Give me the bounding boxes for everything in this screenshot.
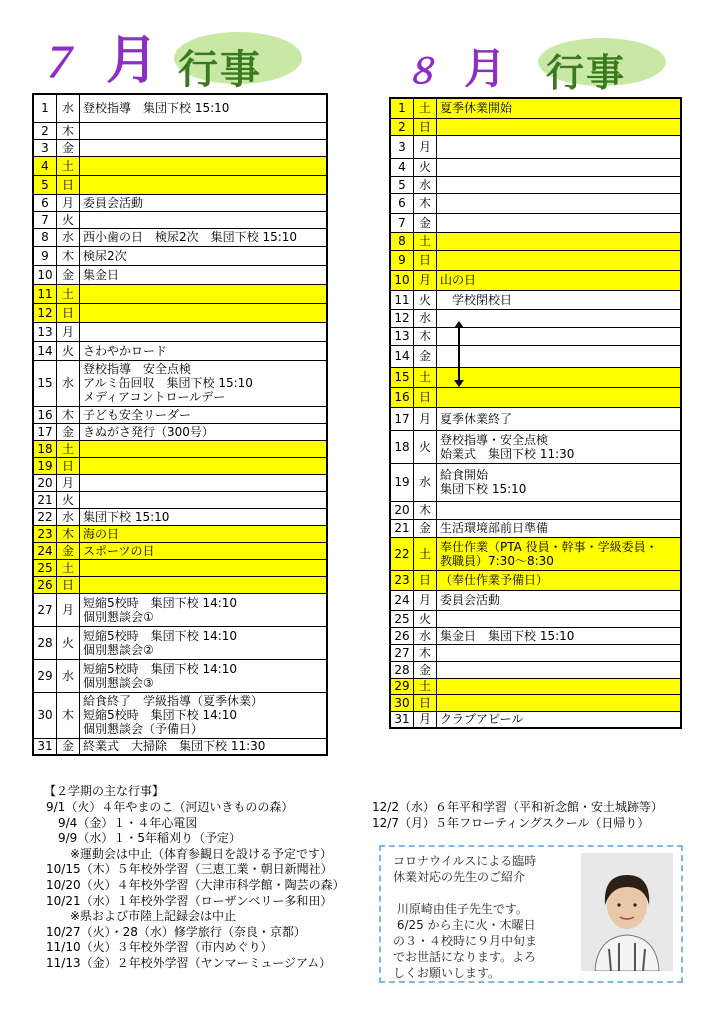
weekday: 土 bbox=[57, 284, 80, 303]
day-number: 28 bbox=[390, 661, 414, 678]
event-text bbox=[80, 284, 328, 303]
weekday: 火 bbox=[414, 430, 437, 463]
table-row bbox=[390, 537, 681, 570]
table-row bbox=[390, 694, 681, 711]
day-number: 6 bbox=[33, 194, 57, 211]
event-text: クラブアピール bbox=[437, 711, 682, 728]
event-text: 短縮5校時 集団下校 14:10 個別懇談会② bbox=[80, 626, 328, 659]
event-text bbox=[437, 135, 682, 158]
day-number: 18 bbox=[33, 440, 57, 457]
event-text bbox=[80, 211, 328, 228]
day-number: 1 bbox=[33, 94, 57, 122]
weekday: 水 bbox=[414, 176, 437, 193]
day-number: 24 bbox=[33, 542, 57, 559]
weekday: 木 bbox=[57, 525, 80, 542]
weekday: 日 bbox=[57, 303, 80, 322]
weekday: 金 bbox=[414, 661, 437, 678]
table-row bbox=[390, 590, 681, 610]
event-text bbox=[80, 576, 328, 593]
event-text: 委員会活動 bbox=[437, 590, 682, 610]
day-number: 14 bbox=[33, 341, 57, 360]
event-text bbox=[437, 367, 682, 387]
day-number: 3 bbox=[33, 139, 57, 156]
event-text bbox=[80, 303, 328, 322]
day-number: 12 bbox=[33, 303, 57, 322]
table-row bbox=[33, 440, 327, 457]
event-text: 山の日 bbox=[437, 270, 682, 290]
table-row bbox=[390, 627, 681, 644]
event-text: 夏季休業開始 bbox=[437, 98, 682, 118]
event-text: きぬがさ発行（300号） bbox=[80, 423, 328, 440]
table-row bbox=[33, 474, 327, 491]
weekday: 月 bbox=[414, 711, 437, 728]
table-row bbox=[390, 661, 681, 678]
table-row bbox=[33, 659, 327, 692]
teacher-intro-text: コロナウイルスによる臨時 休業対応の先生のご紹介 川原崎由佳子先生です。 6/25 から主に火・木曜日 の３・４校時に９月中旬ま でお世話になります。よろ しくお願いします。 bbox=[393, 854, 538, 980]
weekday: 月 bbox=[414, 407, 437, 430]
table-row bbox=[33, 508, 327, 525]
table-row bbox=[390, 463, 681, 501]
day-number: 27 bbox=[33, 593, 57, 626]
event-text bbox=[80, 322, 328, 341]
event-text: （奉仕作業予備日） bbox=[437, 570, 682, 590]
event-text bbox=[437, 387, 682, 407]
day-number: 14 bbox=[390, 345, 414, 367]
table-row bbox=[33, 738, 327, 755]
event-text: 子ども安全リーダー bbox=[80, 406, 328, 423]
event-text bbox=[437, 232, 682, 250]
july-calendar-table bbox=[32, 93, 328, 756]
weekday: 水 bbox=[414, 309, 437, 327]
weekday: 土 bbox=[414, 537, 437, 570]
table-row bbox=[33, 576, 327, 593]
table-row bbox=[390, 193, 681, 213]
day-number: 19 bbox=[33, 457, 57, 474]
day-number: 21 bbox=[33, 491, 57, 508]
day-number: 11 bbox=[33, 284, 57, 303]
july-gyoji-text: 行事 bbox=[178, 47, 262, 93]
weekday: 水 bbox=[57, 659, 80, 692]
weekday: 木 bbox=[414, 327, 437, 345]
weekday: 火 bbox=[57, 491, 80, 508]
event-text: 学校閉校日 bbox=[437, 290, 682, 309]
weekday: 日 bbox=[57, 576, 80, 593]
day-number: 16 bbox=[33, 406, 57, 423]
weekday: 水 bbox=[414, 627, 437, 644]
day-number: 10 bbox=[390, 270, 414, 290]
weekday: 木 bbox=[414, 193, 437, 213]
table-row bbox=[33, 525, 327, 542]
weekday: 木 bbox=[57, 246, 80, 265]
event-text: 海の日 bbox=[80, 525, 328, 542]
event-text bbox=[437, 678, 682, 694]
weekday: 土 bbox=[414, 232, 437, 250]
table-row bbox=[390, 309, 681, 327]
weekday: 水 bbox=[57, 94, 80, 122]
event-text bbox=[80, 156, 328, 175]
event-text bbox=[80, 122, 328, 139]
july-number: ７ bbox=[36, 41, 76, 87]
table-row bbox=[33, 246, 327, 265]
table-row bbox=[33, 322, 327, 341]
second-term-title: 【２学期の主な行事】 bbox=[44, 784, 165, 798]
day-number: 26 bbox=[33, 576, 57, 593]
table-row bbox=[390, 430, 681, 463]
weekday: 月 bbox=[57, 474, 80, 491]
event-text: スポーツの日 bbox=[80, 542, 328, 559]
weekday: 月 bbox=[414, 270, 437, 290]
event-text bbox=[437, 158, 682, 176]
table-row bbox=[390, 250, 681, 270]
weekday: 日 bbox=[414, 387, 437, 407]
teacher-photo bbox=[581, 853, 673, 971]
weekday: 金 bbox=[414, 213, 437, 232]
table-row bbox=[33, 559, 327, 576]
weekday: 月 bbox=[57, 593, 80, 626]
event-text bbox=[80, 440, 328, 457]
day-number: 25 bbox=[33, 559, 57, 576]
table-row bbox=[33, 139, 327, 156]
day-number: 29 bbox=[33, 659, 57, 692]
event-text bbox=[437, 118, 682, 135]
table-row bbox=[33, 491, 327, 508]
weekday: 日 bbox=[414, 118, 437, 135]
table-row bbox=[33, 303, 327, 322]
table-row bbox=[390, 135, 681, 158]
table-row bbox=[33, 406, 327, 423]
day-number: 29 bbox=[390, 678, 414, 694]
table-row bbox=[33, 175, 327, 194]
weekday: 土 bbox=[57, 559, 80, 576]
day-number: 31 bbox=[390, 711, 414, 728]
event-text bbox=[80, 491, 328, 508]
table-row bbox=[33, 423, 327, 440]
weekday: 日 bbox=[414, 694, 437, 711]
day-number: 17 bbox=[390, 407, 414, 430]
day-number: 30 bbox=[33, 692, 57, 738]
event-text bbox=[80, 175, 328, 194]
table-row bbox=[390, 610, 681, 627]
day-number: 22 bbox=[390, 537, 414, 570]
weekday: 水 bbox=[57, 508, 80, 525]
day-number: 8 bbox=[33, 228, 57, 246]
day-number: 4 bbox=[390, 158, 414, 176]
day-number: 13 bbox=[33, 322, 57, 341]
day-number: 12 bbox=[390, 309, 414, 327]
event-text: 終業式 大掃除 集団下校 11:30 bbox=[80, 738, 328, 755]
weekday: 土 bbox=[414, 367, 437, 387]
table-row bbox=[33, 692, 327, 738]
table-row bbox=[33, 156, 327, 175]
day-number: 5 bbox=[33, 175, 57, 194]
table-row bbox=[390, 501, 681, 519]
weekday: 金 bbox=[57, 265, 80, 284]
event-text: 登校指導・安全点検 始業式 集団下校 11:30 bbox=[437, 430, 682, 463]
weekday: 木 bbox=[57, 122, 80, 139]
table-row bbox=[390, 158, 681, 176]
july-month-char: 月 bbox=[106, 31, 159, 91]
day-number: 8 bbox=[390, 232, 414, 250]
event-text: 委員会活動 bbox=[80, 194, 328, 211]
event-text bbox=[437, 610, 682, 627]
weekday: 木 bbox=[57, 692, 80, 738]
day-number: 31 bbox=[33, 738, 57, 755]
weekday: 土 bbox=[57, 156, 80, 175]
event-text: 登校指導 安全点検 アルミ缶回収 集団下校 15:10 メディアコントロールデー bbox=[80, 360, 328, 406]
weekday: 日 bbox=[414, 250, 437, 270]
table-row bbox=[390, 232, 681, 250]
event-text: 検尿2次 bbox=[80, 246, 328, 265]
day-number: 16 bbox=[390, 387, 414, 407]
july-header bbox=[30, 14, 330, 93]
table-row bbox=[390, 367, 681, 387]
day-number: 7 bbox=[33, 211, 57, 228]
weekday: 日 bbox=[414, 570, 437, 590]
table-row bbox=[390, 711, 681, 728]
weekday: 水 bbox=[57, 360, 80, 406]
weekday: 水 bbox=[414, 463, 437, 501]
event-text: 短縮5校時 集団下校 14:10 個別懇談会① bbox=[80, 593, 328, 626]
event-text bbox=[437, 694, 682, 711]
day-number: 7 bbox=[390, 213, 414, 232]
table-row bbox=[33, 194, 327, 211]
table-row bbox=[390, 213, 681, 232]
event-text bbox=[80, 559, 328, 576]
event-text: 給食終了 学級指導（夏季休業） 短縮5校時 集団下校 14:10 個別懇談会（予備日） bbox=[80, 692, 328, 738]
event-text bbox=[437, 250, 682, 270]
weekday: 月 bbox=[414, 590, 437, 610]
event-text: さわやかロード bbox=[80, 341, 328, 360]
table-row bbox=[33, 341, 327, 360]
weekday: 金 bbox=[57, 542, 80, 559]
weekday: 日 bbox=[57, 175, 80, 194]
table-row bbox=[390, 644, 681, 661]
teacher-intro-box bbox=[379, 845, 683, 983]
event-text bbox=[437, 644, 682, 661]
event-text bbox=[437, 501, 682, 519]
day-number: 5 bbox=[390, 176, 414, 193]
weekday: 金 bbox=[414, 519, 437, 537]
table-row bbox=[33, 593, 327, 626]
day-number: 24 bbox=[390, 590, 414, 610]
event-text bbox=[80, 474, 328, 491]
event-text: 登校指導 集団下校 15:10 bbox=[80, 94, 328, 122]
day-number: 11 bbox=[390, 290, 414, 309]
event-text: 集金日 bbox=[80, 265, 328, 284]
event-text bbox=[437, 345, 682, 367]
table-row bbox=[390, 570, 681, 590]
weekday: 金 bbox=[414, 345, 437, 367]
table-row bbox=[390, 519, 681, 537]
day-number: 10 bbox=[33, 265, 57, 284]
day-number: 6 bbox=[390, 193, 414, 213]
weekday: 火 bbox=[414, 290, 437, 309]
day-number: 9 bbox=[33, 246, 57, 265]
event-text bbox=[437, 213, 682, 232]
weekday: 木 bbox=[57, 406, 80, 423]
weekday: 金 bbox=[57, 423, 80, 440]
table-row bbox=[33, 360, 327, 406]
day-number: 28 bbox=[33, 626, 57, 659]
event-text bbox=[437, 193, 682, 213]
table-row bbox=[390, 270, 681, 290]
weekday: 金 bbox=[57, 139, 80, 156]
table-row bbox=[33, 122, 327, 139]
weekday: 土 bbox=[414, 98, 437, 118]
closure-period-arrow bbox=[454, 321, 464, 387]
table-row bbox=[390, 98, 681, 118]
day-number: 15 bbox=[390, 367, 414, 387]
event-text bbox=[437, 327, 682, 345]
day-number: 20 bbox=[390, 501, 414, 519]
event-text: 給食開始 集団下校 15:10 bbox=[437, 463, 682, 501]
table-row bbox=[390, 678, 681, 694]
table-row bbox=[390, 327, 681, 345]
table-row bbox=[33, 457, 327, 474]
event-text: 西小歯の日 検尿2次 集団下校 15:10 bbox=[80, 228, 328, 246]
day-number: 17 bbox=[33, 423, 57, 440]
day-number: 1 bbox=[390, 98, 414, 118]
event-text: 集団下校 15:10 bbox=[80, 508, 328, 525]
day-number: 3 bbox=[390, 135, 414, 158]
day-number: 27 bbox=[390, 644, 414, 661]
day-number: 4 bbox=[33, 156, 57, 175]
event-text bbox=[80, 139, 328, 156]
weekday: 日 bbox=[57, 457, 80, 474]
weekday: 火 bbox=[57, 626, 80, 659]
table-row bbox=[33, 542, 327, 559]
event-text bbox=[80, 457, 328, 474]
weekday: 火 bbox=[414, 158, 437, 176]
weekday: 木 bbox=[414, 501, 437, 519]
event-text bbox=[437, 309, 682, 327]
day-number: 23 bbox=[33, 525, 57, 542]
day-number: 30 bbox=[390, 694, 414, 711]
table-row bbox=[390, 407, 681, 430]
table-row bbox=[390, 290, 681, 309]
day-number: 19 bbox=[390, 463, 414, 501]
table-row bbox=[33, 94, 327, 122]
table-row bbox=[33, 626, 327, 659]
table-row bbox=[390, 118, 681, 135]
table-row bbox=[390, 345, 681, 367]
weekday: 月 bbox=[414, 135, 437, 158]
day-number: 25 bbox=[390, 610, 414, 627]
event-text: 生活環境部前日準備 bbox=[437, 519, 682, 537]
day-number: 2 bbox=[33, 122, 57, 139]
event-text bbox=[437, 661, 682, 678]
day-number: 9 bbox=[390, 250, 414, 270]
weekday: 木 bbox=[414, 644, 437, 661]
weekday: 火 bbox=[57, 211, 80, 228]
second-term-events-right: 12/2（水）６年平和学習（平和祈念館・安土城跡等） 12/7（月）５年フローティングスクール（日帰り） bbox=[372, 800, 663, 830]
august-gyoji-text: 行事 bbox=[546, 51, 627, 95]
day-number: 22 bbox=[33, 508, 57, 525]
table-row bbox=[390, 387, 681, 407]
weekday: 月 bbox=[57, 322, 80, 341]
table-row bbox=[33, 211, 327, 228]
day-number: 13 bbox=[390, 327, 414, 345]
august-calendar-table bbox=[389, 97, 682, 729]
day-number: 23 bbox=[390, 570, 414, 590]
weekday: 金 bbox=[57, 738, 80, 755]
table-row bbox=[33, 284, 327, 303]
weekday: 月 bbox=[57, 194, 80, 211]
day-number: 26 bbox=[390, 627, 414, 644]
day-number: 2 bbox=[390, 118, 414, 135]
day-number: 18 bbox=[390, 430, 414, 463]
event-text: 夏季休業終了 bbox=[437, 407, 682, 430]
weekday: 土 bbox=[414, 678, 437, 694]
event-text bbox=[437, 176, 682, 193]
august-number: ８ bbox=[404, 52, 438, 92]
day-number: 20 bbox=[33, 474, 57, 491]
table-row bbox=[390, 176, 681, 193]
august-header bbox=[398, 14, 698, 95]
event-text: 集金日 集団下校 15:10 bbox=[437, 627, 682, 644]
event-text: 奉仕作業（PTA 役員・幹事・学級委員・ 教職員）7:30～8:30 bbox=[437, 537, 682, 570]
day-number: 21 bbox=[390, 519, 414, 537]
weekday: 火 bbox=[414, 610, 437, 627]
event-text: 短縮5校時 集団下校 14:10 個別懇談会③ bbox=[80, 659, 328, 692]
weekday: 火 bbox=[57, 341, 80, 360]
weekday: 水 bbox=[57, 228, 80, 246]
table-row bbox=[33, 265, 327, 284]
day-number: 15 bbox=[33, 360, 57, 406]
second-term-events-left: 9/1（火）４年やまのこ（河辺いきものの森） 9/4（金）１・４年心電図 9/9（水）１・5年稲刈り（予定） ※運動会は中止（体育参観日を設ける予定です） 10/15（木）５年校外学習（三恵工業・朝日新聞社） 10/20（火）４年校外学習（大津市科学館・陶芸の森） 10/21（水）１年校外学習（ローザンベリー多和田） ※県および市陸上記録会は中止 10/27（火）・28（水）修学旅行（奈良・京都） 11/10（火）３年校外学習（市内めぐり） 11/13（金）２年校外学習（ヤンマーミュージアム） bbox=[46, 800, 345, 970]
weekday: 土 bbox=[57, 440, 80, 457]
august-month-char: 月 bbox=[464, 44, 507, 93]
table-row bbox=[33, 228, 327, 246]
